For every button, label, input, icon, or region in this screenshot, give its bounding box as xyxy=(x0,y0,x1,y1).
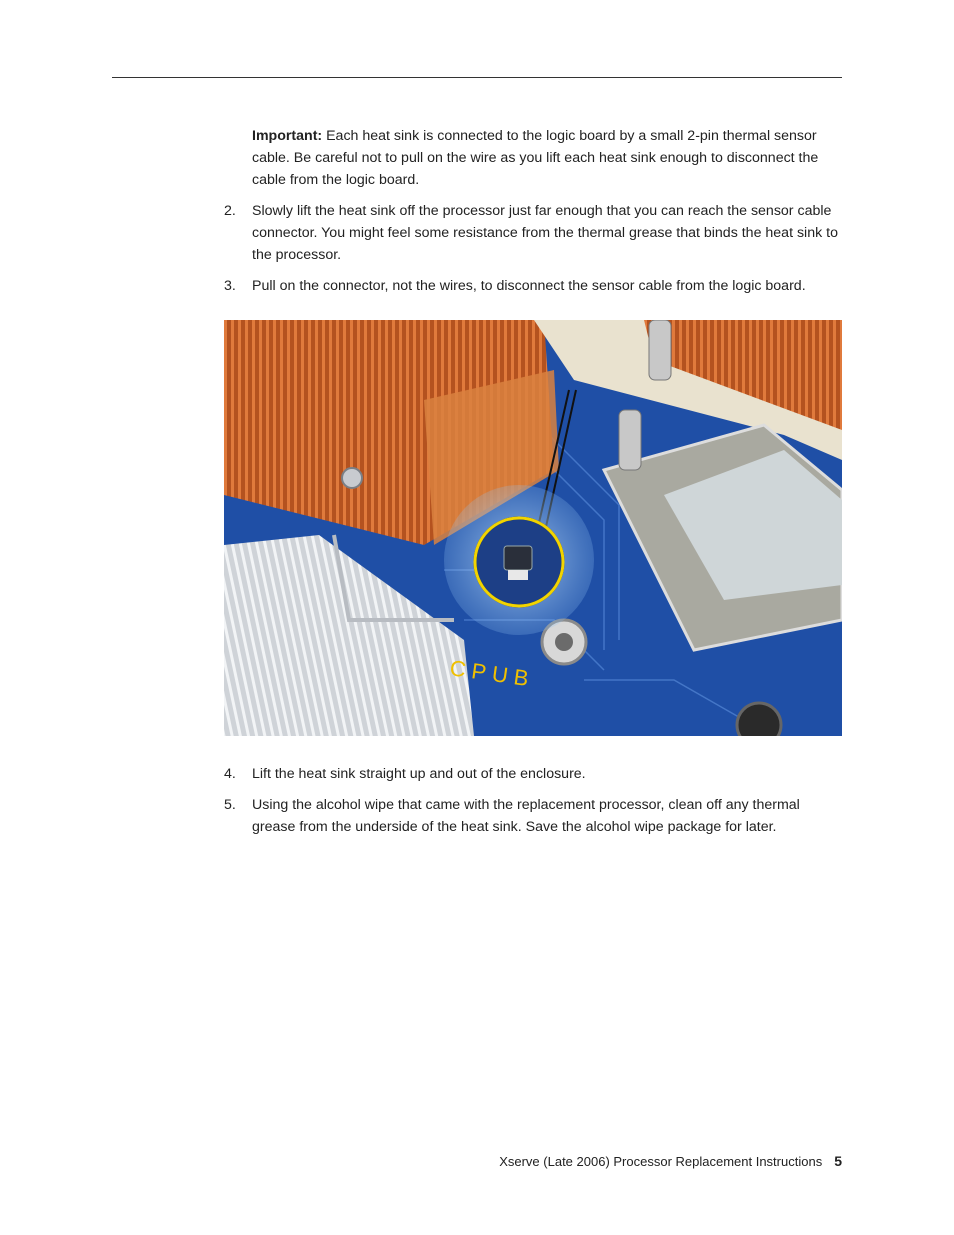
step-text: Using the alcohol wipe that came with the replacement processor, clean off any thermal grease from the underside of the heat sink. Save the alcohol wipe package for later. xyxy=(252,797,800,835)
logic-board-illustration xyxy=(224,320,842,736)
footer-title: Xserve (Late 2006) Processor Replacement Instructions xyxy=(499,1154,823,1169)
important-note xyxy=(252,125,842,191)
sensor-connector xyxy=(504,546,532,570)
step-number: 4. xyxy=(224,766,236,782)
step-text: Pull on the connector, not the wires, to disconnect the sensor cable from the logic board. xyxy=(252,278,806,294)
step-number: 3. xyxy=(224,278,236,294)
board-label: CPUB xyxy=(448,655,537,692)
important-text: Each heat sink is connected to the logic board by a small 2-pin thermal sensor cable. Be careful not to pull on the wire as you lift each heat sink enough to disconnect the cable from the logic board. xyxy=(252,128,819,188)
heat-sink-photo xyxy=(224,320,842,736)
page-footer xyxy=(499,1153,842,1169)
step-text: Lift the heat sink straight up and out of the enclosure. xyxy=(252,766,586,782)
page-number: 5 xyxy=(834,1153,842,1169)
step-number: 5. xyxy=(224,797,236,813)
important-label: Important: xyxy=(252,128,323,144)
step-text: Slowly lift the heat sink off the processor just far enough that you can reach the sensor cable connector. You might feel some resistance from the thermal grease that binds the heat sink to the processor. xyxy=(252,203,838,263)
screw-icon xyxy=(342,468,362,488)
step-number: 2. xyxy=(224,203,236,219)
header-rule xyxy=(112,77,842,78)
